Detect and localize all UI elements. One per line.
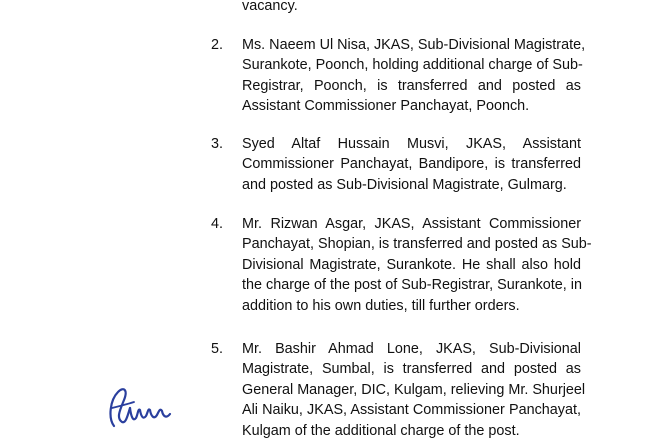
item-5-line-1: Mr. Bashir Ahmad Lone, JKAS, Sub-Divisional: [242, 341, 581, 357]
item-2-text: [242, 35, 586, 117]
item-1-line-1: vacancy.: [242, 0, 298, 14]
item-4-line-2: Panchayat, Shopian, is transferred and posted as Sub-: [242, 236, 592, 253]
item-3-line-2: Commissioner Panchayat, Bandipore, is transferred: [242, 156, 581, 173]
item-5-text: [242, 339, 586, 441]
item-3-text: [242, 134, 581, 195]
item-2-line-2: Surankote, Poonch, holding additional charge of Sub-: [242, 57, 583, 74]
item-4-number: 4.: [211, 216, 224, 232]
item-4-line-1: Mr. Rizwan Asgar, JKAS, Assistant Commissioner: [242, 216, 581, 232]
item-2-line-1: Ms. Naeem Ul Nisa, JKAS, Sub-Divisional Magistrate,: [242, 37, 586, 53]
item-5-line-3: General Manager, DIC, Kulgam, relieving Mr. Shurjeel: [242, 381, 586, 398]
item-4-line-4: the charge of the post of Sub-Registrar, Surankote, in: [242, 277, 582, 294]
signature-scribble: [100, 378, 180, 430]
item-5-line-5: Kulgam of the additional charge of the post.: [242, 422, 520, 439]
item-1-continuation: [242, 0, 581, 16]
item-4-line-5: addition to his own duties, till further orders.: [242, 297, 520, 314]
item-5-line-4: Ali Naiku, JKAS, Assistant Commissioner Panchayat,: [242, 402, 581, 419]
item-4-line-3: Divisional Magistrate, Surankote. He shall also hold: [242, 256, 581, 273]
item-2-number: 2.: [211, 37, 224, 53]
item-3-line-3: and posted as Sub-Divisional Magistrate, Gulmarg.: [242, 176, 567, 193]
item-5-line-2: Magistrate, Sumbal, is transferred and posted as: [242, 361, 581, 378]
item-4-text: [242, 214, 592, 316]
item-2-line-3: Registrar, Poonch, is transferred and posted as: [242, 77, 581, 94]
item-2-line-4: Assistant Commissioner Panchayat, Poonch.: [242, 98, 530, 115]
item-3-line-1: Syed Altaf Hussain Musvi, JKAS, Assistant: [242, 136, 581, 152]
item-3-number: 3.: [211, 136, 224, 152]
item-5-number: 5.: [211, 341, 224, 357]
